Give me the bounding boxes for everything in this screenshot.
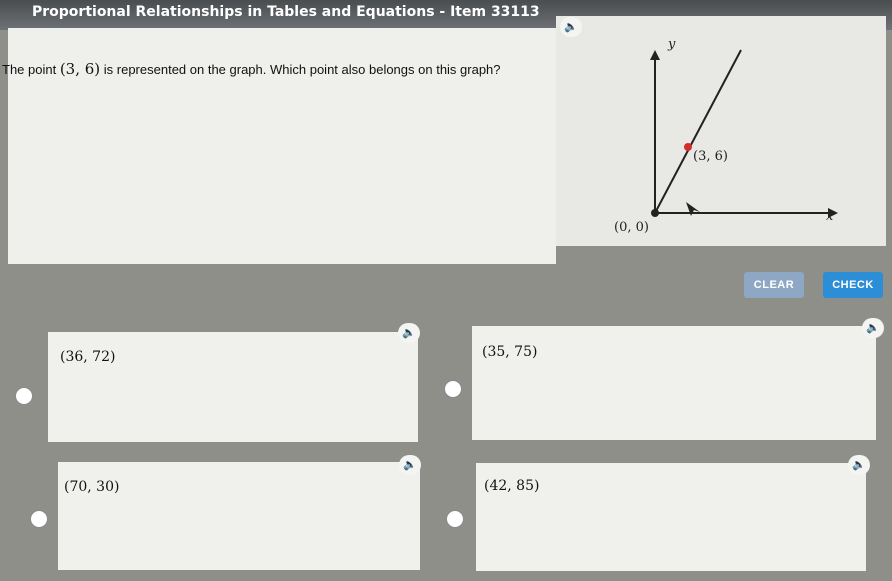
proportional-line — [655, 50, 741, 213]
origin-point — [651, 209, 659, 217]
clear-button[interactable]: CLEAR — [744, 272, 804, 298]
choice-4-value: (42, 85) — [484, 478, 540, 494]
choice-3-value: (70, 30) — [64, 479, 120, 495]
origin-label: (0, 0) — [614, 220, 649, 235]
point-label: (3, 6) — [693, 149, 728, 164]
choice-2-speaker-icon[interactable]: 🔈 — [862, 318, 884, 338]
question-point: (3, 6) — [59, 60, 101, 78]
choice-1-value: (36, 72) — [60, 349, 116, 365]
choice-3-speaker-icon[interactable]: 🔈 — [399, 455, 421, 475]
question-audio-speaker-icon[interactable]: 🔈 — [560, 17, 582, 37]
choice-4-radio[interactable] — [446, 510, 464, 528]
question-text-end: is represented on the graph. Which point also belongs on this graph? — [100, 62, 501, 77]
choice-2-value: (35, 75) — [482, 344, 538, 360]
check-button[interactable]: CHECK — [823, 272, 883, 298]
choice-4-speaker-icon[interactable]: 🔈 — [848, 455, 870, 475]
choice-1-speaker-icon[interactable]: 🔈 — [398, 323, 420, 343]
question-text-start: The point — [2, 62, 60, 77]
page-title: Proportional Relationships in Tables and Equations - Item 33113 — [32, 4, 540, 20]
y-axis-arrow — [650, 50, 660, 60]
point-3-6 — [684, 143, 692, 151]
choice-3-radio[interactable] — [30, 510, 48, 528]
x-axis-label: x — [826, 209, 834, 224]
choice-1-radio[interactable] — [15, 387, 33, 405]
choice-2-radio[interactable] — [444, 380, 462, 398]
y-axis-label: y — [668, 37, 676, 52]
